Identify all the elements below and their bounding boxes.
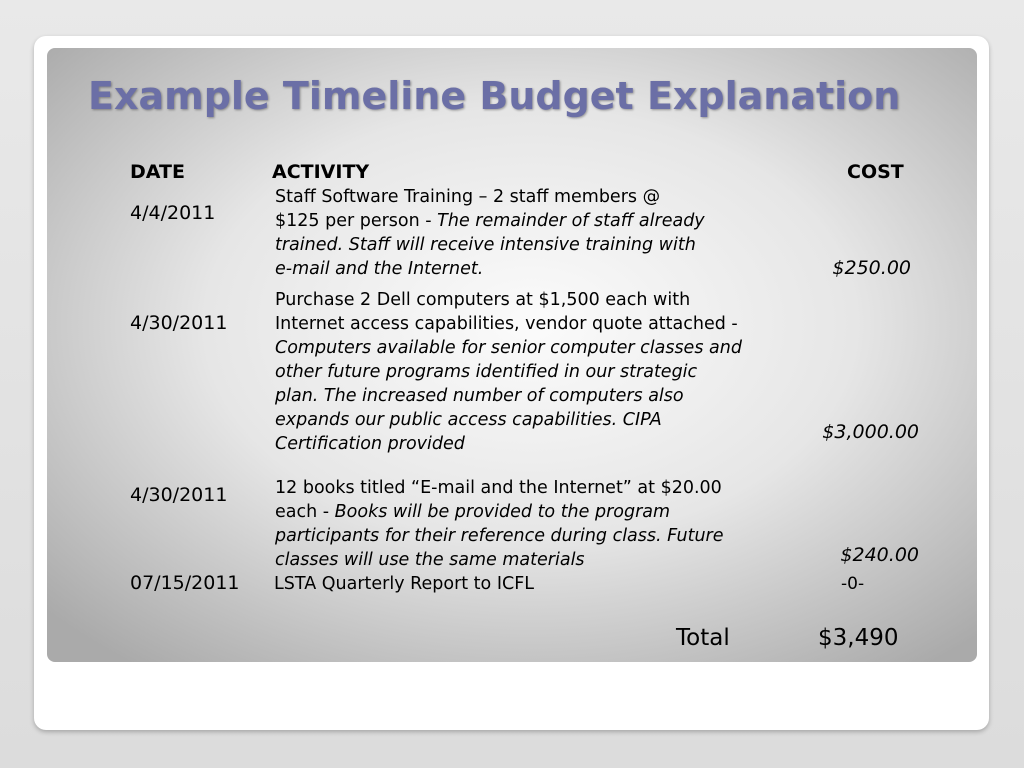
row-1-date: 4/4/2011 [130, 202, 216, 224]
row-3-activity [275, 476, 820, 572]
row-1-activity-line: Staff Software Training – 2 staff members @ [275, 187, 661, 207]
slide-title: Example Timeline Budget Explanation [88, 74, 901, 118]
row-2-activity-line [275, 432, 820, 456]
row-4-cost: -0- [841, 574, 865, 594]
row-2-activity-italic: Certification provided [275, 434, 465, 454]
row-3-activity-line [275, 524, 820, 548]
row-1-cost: $250.00 [832, 257, 911, 279]
row-2-activity-line [275, 360, 820, 384]
row-4-date: 07/15/2011 [130, 572, 240, 594]
row-3-activity-line [275, 500, 820, 524]
row-2-cost: $3,000.00 [822, 421, 919, 443]
row-1-activity-italic: The remainder of staff already [437, 211, 705, 231]
header-date: DATE [130, 161, 185, 183]
row-3-activity-line [275, 548, 820, 572]
row-1-activity-italic: trained. Staff will receive intensive training with [275, 235, 696, 255]
row-2-activity-line [275, 336, 820, 360]
row-1-activity [275, 185, 820, 281]
row-2-activity-line: Internet access capabilities, vendor quote attached - [275, 314, 738, 334]
row-3-activity-italic: participants for their reference during class. Future [275, 526, 724, 546]
row-3-activity-line: 12 books titled “E-mail and the Internet” at $20.00 [275, 478, 722, 498]
row-2-activity-italic: other future programs identified in our strategic [275, 362, 698, 382]
row-2-activity-line [275, 384, 820, 408]
header-cost: COST [847, 161, 904, 183]
row-3-activity-text: each - [275, 502, 335, 522]
row-1-activity-line [275, 233, 820, 257]
row-2-date: 4/30/2011 [130, 312, 228, 334]
row-2-activity-line: Purchase 2 Dell computers at $1,500 each with [275, 290, 691, 310]
row-3-activity-italic: Books will be provided to the program [334, 502, 671, 522]
header-activity: ACTIVITY [272, 161, 370, 183]
row-2-activity-line [275, 408, 820, 432]
row-4-activity: LSTA Quarterly Report to ICFL [274, 574, 535, 594]
total-value: $3,490 [818, 625, 899, 651]
row-3-date: 4/30/2011 [130, 484, 228, 506]
row-2-activity [275, 288, 820, 456]
row-1-activity-line [275, 209, 820, 233]
row-2-activity-italic: plan. The increased number of computers also [275, 386, 684, 406]
row-2-activity-italic: Computers available for senior computer classes and [275, 338, 742, 358]
row-2-activity-italic: expands our public access capabilities. CIPA [275, 410, 662, 430]
row-3-cost: $240.00 [840, 544, 919, 566]
row-3-activity-italic: classes will use the same materials [275, 550, 585, 570]
row-1-activity-line [275, 257, 820, 281]
row-1-activity-text: $125 per person - [275, 211, 438, 231]
row-1-activity-italic: e-mail and the Internet. [275, 259, 484, 279]
total-label: Total [676, 625, 730, 651]
